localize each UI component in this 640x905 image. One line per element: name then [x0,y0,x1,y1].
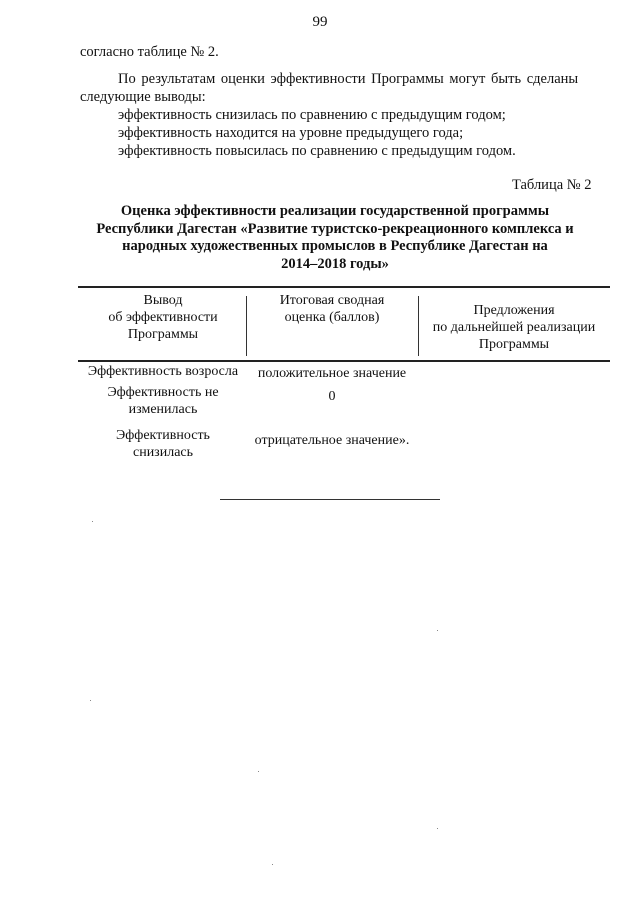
header-score-line-1: Итоговая сводная [279,293,385,308]
table-title-line-1: Оценка эффективности реализации государственной программы [120,203,550,219]
scan-speck [272,864,273,865]
bullet-increased: эффективность повысилась по сравнению с предыдущим годом. [118,143,516,159]
row-2-conclusion-line-1: Эффективность не [107,385,219,400]
row-3-score: отрицательное значение». [254,433,410,448]
intro-line-3: следующие выводы: [80,89,206,105]
header-conclusion-line-3: Программы [127,327,199,342]
header-proposals-line-3: Программы [478,337,550,352]
table-header-rule [78,360,610,362]
intro-line-1: согласно таблице № 2. [80,44,219,60]
row-1-score: положительное значение [257,366,407,381]
page-number: 99 [312,14,328,30]
table-title-line-4: 2014–2018 годы» [281,255,389,272]
row-3-conclusion [80,427,246,461]
table-top-rule [78,286,610,288]
end-separator-line [220,499,440,500]
header-proposals [419,302,609,353]
header-proposals-line-2: по дальнейшей реализации [432,320,596,335]
row-2-conclusion [80,384,246,418]
table-title [80,203,590,273]
header-proposals-line-1: Предложения [473,303,555,318]
row-2-score: 0 [328,389,336,404]
header-score-line-2: оценка (баллов) [284,310,380,325]
row-1-conclusion-text: Эффективность возросла [87,364,239,379]
row-3-conclusion-line-1: Эффективность [116,428,210,443]
bullet-same: эффективность находится на уровне предыдущего года; [118,125,464,141]
header-conclusion-line-1: Вывод [143,293,183,308]
header-score [247,292,417,326]
table-title-line-2: Республики Дагестан «Развитие туристско-рекреационного комплекса и [96,220,574,237]
bullet-decreased: эффективность снизилась по сравнению с предыдущим годом; [118,107,506,123]
header-conclusion-line-2: об эффективности [108,310,218,325]
scan-speck [437,828,438,829]
scan-speck [258,771,259,772]
table-label: Таблица № 2 [512,177,592,193]
intro-line-2: По результатам оценки эффективности Программы могут быть сделаны [118,71,579,87]
table-title-line-3: народных художественных промыслов в Республике Дагестан на [122,238,548,254]
header-conclusion [80,292,246,343]
row-1-conclusion [80,363,246,380]
scan-speck [437,630,438,631]
row-3-conclusion-line-2: снизилась [132,445,194,460]
scan-speck [90,700,91,701]
row-2-conclusion-line-2: изменилась [128,402,198,417]
scan-speck [92,521,93,522]
